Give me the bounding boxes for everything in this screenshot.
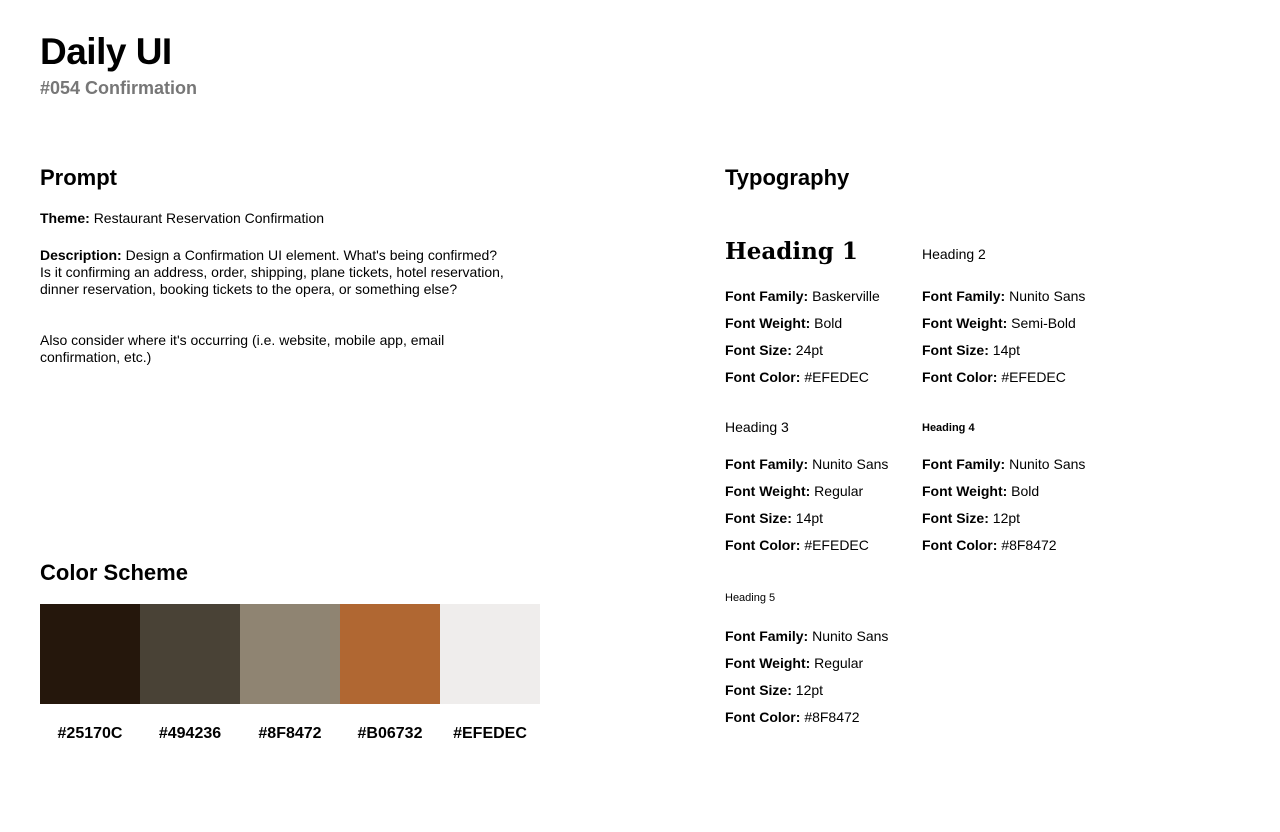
font-size-row: Font Size: 12pt bbox=[922, 510, 1021, 526]
swatch-color bbox=[340, 604, 440, 704]
font-weight-row: Font Weight: Regular bbox=[725, 483, 864, 499]
font-size-row: Font Size: 12pt bbox=[725, 682, 824, 698]
font-family-row: Font Family: Nunito Sans bbox=[725, 456, 889, 472]
type-style-heading-4 bbox=[922, 419, 1112, 564]
type-style-heading-3 bbox=[725, 419, 915, 564]
prompt-theme bbox=[40, 210, 510, 227]
font-family-row: Font Family: Baskerville bbox=[725, 288, 880, 304]
description-label: Description: bbox=[40, 247, 122, 263]
prompt-description bbox=[40, 247, 510, 298]
font-weight-row: Font Weight: Bold bbox=[922, 483, 1040, 499]
type-style-heading-1 bbox=[725, 238, 915, 396]
font-size-row: Font Size: 24pt bbox=[725, 342, 824, 358]
swatch-hex: #8F8472 bbox=[258, 725, 322, 742]
heading-3-sample: Heading 3 bbox=[725, 419, 789, 435]
swatch-hex: #B06732 bbox=[357, 725, 423, 742]
color-swatches bbox=[40, 604, 540, 744]
font-family-row: Font Family: Nunito Sans bbox=[922, 288, 1086, 304]
color-scheme-heading: Color Scheme bbox=[40, 560, 188, 585]
font-weight-row: Font Weight: Bold bbox=[725, 315, 843, 331]
swatch-color bbox=[40, 604, 140, 704]
font-color-row: Font Color: #8F8472 bbox=[922, 537, 1057, 553]
font-weight-row: Font Weight: Regular bbox=[725, 655, 864, 671]
font-color-row: Font Color: #EFEDEC bbox=[725, 537, 869, 553]
type-style-heading-2 bbox=[922, 238, 1112, 396]
font-weight-row: Font Weight: Semi-Bold bbox=[922, 315, 1076, 331]
heading-1-sample: Heading 1 bbox=[725, 238, 858, 265]
font-color-row: Font Color: #EFEDEC bbox=[725, 369, 869, 385]
type-style-heading-5 bbox=[725, 591, 915, 736]
swatch-color bbox=[240, 604, 340, 704]
typography-heading: Typography bbox=[725, 165, 850, 190]
heading-2-sample: Heading 2 bbox=[922, 246, 986, 262]
font-family-row: Font Family: Nunito Sans bbox=[725, 628, 889, 644]
page-title: Daily UI bbox=[40, 31, 172, 72]
font-size-row: Font Size: 14pt bbox=[922, 342, 1021, 358]
prompt-extra: Also consider where it's occurring (i.e. website, mobile app, email confirmation, etc.) bbox=[40, 332, 445, 365]
swatch-hex: #494236 bbox=[158, 725, 222, 742]
swatch bbox=[40, 604, 140, 744]
heading-5-sample: Heading 5 bbox=[725, 592, 776, 604]
swatch bbox=[340, 604, 440, 744]
heading-4-sample: Heading 4 bbox=[922, 422, 975, 434]
font-size-row: Font Size: 14pt bbox=[725, 510, 824, 526]
font-color-row: Font Color: #8F8472 bbox=[725, 709, 860, 725]
font-color-row: Font Color: #EFEDEC bbox=[922, 369, 1066, 385]
page-subtitle: #054 Confirmation bbox=[40, 78, 198, 98]
swatch bbox=[440, 604, 540, 744]
swatch-hex: #EFEDEC bbox=[453, 725, 527, 742]
swatch-color bbox=[140, 604, 240, 704]
description-value: Design a Confirmation UI element. What's being confirmed? Is it confirming an address, order, shipping, plane tickets, hotel reservation, dinner reservation, booking tickets to the opera, or something else? bbox=[40, 247, 504, 297]
swatch bbox=[240, 604, 340, 744]
swatch-color bbox=[440, 604, 540, 704]
prompt-heading: Prompt bbox=[40, 165, 117, 190]
swatch-hex: #25170C bbox=[57, 725, 123, 742]
theme-value: Restaurant Reservation Confirmation bbox=[93, 210, 325, 226]
theme-label: Theme: bbox=[40, 210, 90, 226]
font-family-row: Font Family: Nunito Sans bbox=[922, 456, 1086, 472]
swatch bbox=[140, 604, 240, 744]
